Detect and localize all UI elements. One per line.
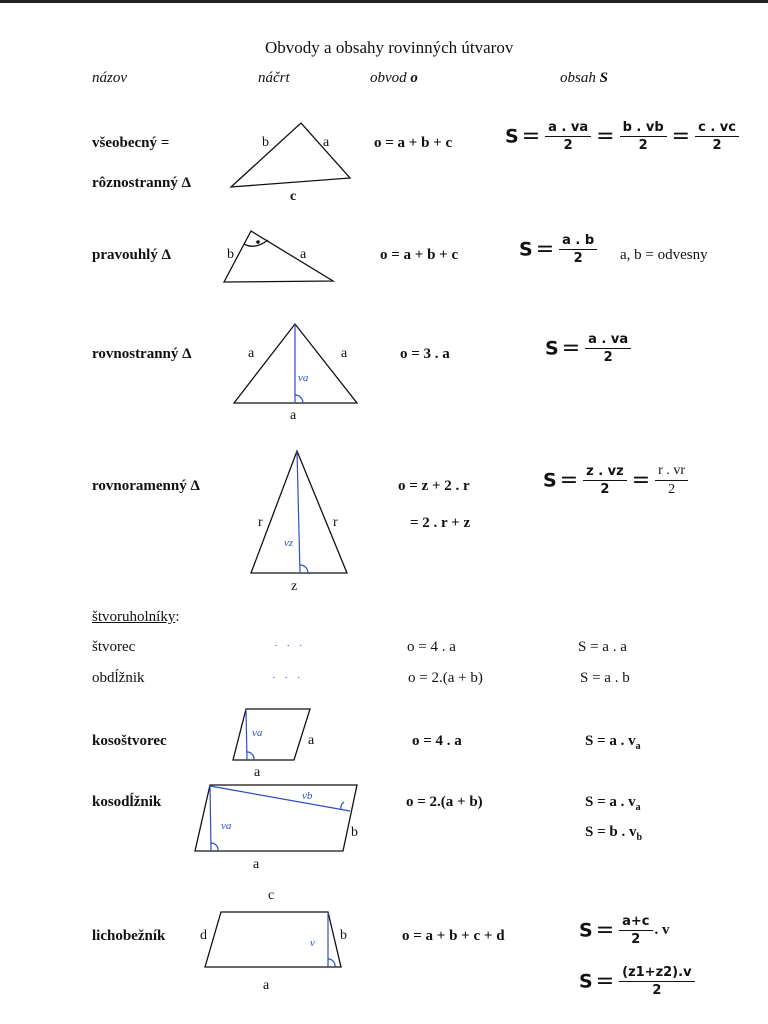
parallelogram-name: kosodĺžnik — [92, 794, 162, 810]
parallelogram-area-1: S = a . $v_a$ — [585, 794, 641, 813]
parallelogram-perimeter: o = 2.(a + b) — [406, 794, 483, 810]
page-title: Obvody a obsahy rovinných útvarov — [265, 38, 514, 57]
equilateral-perimeter: o = 3 . a — [400, 346, 450, 362]
parallelogram-label-a: a — [253, 857, 260, 872]
general-triangle — [231, 123, 350, 187]
square-sketch-dots: · · · — [274, 640, 306, 652]
parallelogram-height-b — [210, 786, 350, 811]
right-note: a, b = odvesny — [620, 247, 708, 263]
trapezoid-label-d: d — [200, 928, 207, 943]
header-area: obsah S — [560, 70, 608, 86]
isosceles-label-r-right: r — [333, 515, 338, 530]
header-name: názov — [92, 70, 127, 86]
parallelogram-height-a — [210, 785, 211, 851]
right-perimeter: o = a + b + c — [380, 247, 459, 263]
equilateral-label-base: a — [290, 408, 297, 423]
row-equilateral-name: rovnostranný Δ — [92, 346, 192, 362]
general-label-c: c — [290, 189, 297, 204]
header-sketch: náčrt — [258, 70, 290, 86]
isosceles-label-r-left: r — [258, 515, 263, 530]
rhombus-name: kosoštvorec — [92, 733, 167, 749]
parallelogram-label-b: b — [351, 825, 358, 840]
rhombus-label-base: a — [254, 765, 261, 780]
trapezoid-area-2: S = $\frac{(z1+z2).v}{2}$ — [579, 965, 697, 998]
rectangle-perimeter: o = 2.(a + b) — [408, 670, 483, 686]
right-label-b: b — [227, 247, 234, 262]
rectangle-area: S = a . b — [580, 670, 630, 686]
rectangle-sketch-dots: · · · — [272, 672, 304, 684]
rhombus-label-side: a — [308, 733, 315, 748]
trapezoid-perimeter: o = a + b + c + d — [402, 928, 505, 944]
equilateral-height-label: va — [298, 372, 309, 384]
row-isosceles-name: rovnoramenný Δ — [92, 478, 200, 494]
trapezoid-height-label: v — [310, 937, 315, 949]
parallelogram-vb-label: vb — [302, 790, 313, 802]
right-angle-arc — [244, 240, 268, 246]
square-perimeter: o = 4 . a — [407, 639, 456, 655]
row-general-name2: rôznostranný Δ — [92, 175, 191, 191]
rectangle-name: obdĺžnik — [92, 670, 145, 686]
parallelogram-area-2: S = b . $v_b$ — [585, 824, 643, 843]
isosceles-perimeter-1: o = z + 2 . r — [398, 478, 470, 494]
quads-heading: štvoruholníky: — [92, 609, 180, 625]
isosceles-area: S = $\frac{z . vz}{2}$ = $\frac{r . vr}{2}$ — [543, 463, 690, 498]
rhombus-shape — [233, 709, 310, 760]
right-label-a: a — [300, 247, 307, 262]
header-perimeter: obvod o — [370, 70, 418, 86]
rhombus-height-label: va — [252, 727, 263, 739]
equilateral-label-left: a — [248, 346, 255, 361]
trapezoid-area-1: S = $\frac{a+c}{2}$ . v — [579, 914, 670, 947]
parallelogram-shape — [195, 785, 357, 851]
right-triangle — [224, 231, 333, 282]
rhombus-perimeter: o = 4 . a — [412, 733, 462, 749]
trapezoid-name: lichobežník — [92, 928, 166, 944]
trapezoid-label-c: c — [268, 888, 275, 903]
isosceles-height-label: vz — [284, 537, 294, 549]
square-name: štvorec — [92, 639, 136, 655]
equilateral-label-right: a — [341, 346, 348, 361]
trapezoid-shape — [205, 912, 341, 967]
parallelogram-va-label: va — [221, 820, 232, 832]
square-area: S = a . a — [578, 639, 627, 655]
trapezoid-label-b: b — [340, 928, 347, 943]
right-area: S = $\frac{a . b}{2}$ — [519, 233, 599, 266]
general-area: S = $\frac{a . va}{2}$ = $\frac{b . vb}{2}$ = $\frac{c . vc}{2}$ — [505, 120, 741, 153]
row-right-name: pravouhlý Δ — [92, 247, 172, 263]
rhombus-height — [246, 709, 247, 760]
general-label-b: b — [262, 135, 269, 150]
isosceles-label-z: z — [291, 579, 298, 594]
trapezoid-label-a: a — [263, 978, 270, 993]
general-label-a: a — [323, 135, 330, 150]
equilateral-area: S = $\frac{a . va}{2}$ — [545, 332, 633, 365]
row-general-name1: všeobecný = — [92, 135, 170, 151]
isosceles-height — [297, 451, 300, 573]
isosceles-perimeter-2: = 2 . r + z — [410, 515, 471, 531]
general-perimeter: o = a + b + c — [374, 135, 453, 151]
rhombus-area: S = a . $v_a$ — [585, 733, 641, 752]
